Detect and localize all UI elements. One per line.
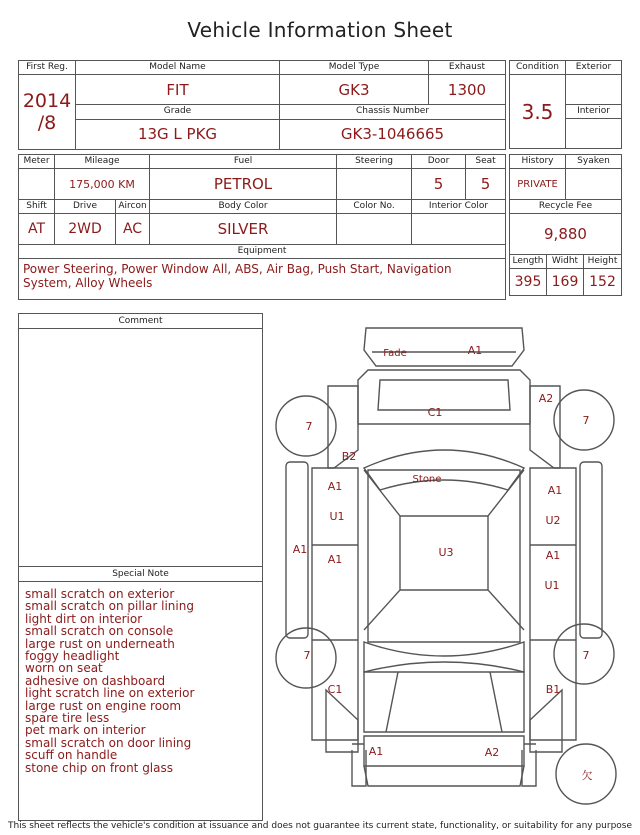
chassis-label: Chassis Number — [280, 105, 506, 119]
diagram-mark-a1-front-bumper: A1 — [368, 745, 384, 758]
model-name-value: FIT — [76, 75, 280, 105]
length-value: 395 — [510, 269, 547, 296]
height-label: Height — [584, 255, 622, 269]
interior-label: Interior — [566, 105, 622, 119]
history-table — [509, 154, 622, 200]
diagram-mark-a2-front-bumper: A2 — [484, 746, 500, 759]
first-reg-cell — [19, 75, 76, 150]
special-note-item: light dirt on interior — [25, 611, 143, 626]
steering-value — [337, 169, 412, 200]
recycle-fee-label: Recycle Fee — [510, 200, 622, 214]
diagram-mark-u3-roof: U3 — [438, 546, 454, 559]
comment-box — [18, 313, 263, 567]
seat-value: 5 — [466, 169, 506, 200]
mileage-value: 175,000 KM — [55, 169, 150, 200]
diagram-mark-c1-front-left: C1 — [327, 683, 343, 696]
first-reg-month: /8 — [37, 112, 57, 134]
width-label: Widht — [547, 255, 584, 269]
diagram-mark-a1-right-front-door: A1 — [545, 549, 561, 562]
door-label: Door — [412, 155, 466, 169]
model-type-label: Model Type — [280, 61, 429, 75]
special-note-item: adhesive on dashboard — [25, 673, 166, 688]
syaken-value — [566, 169, 622, 200]
special-note-item: large rust on underneath — [25, 636, 175, 651]
diagram-mark-a1-right-rear-door-top: A1 — [547, 484, 563, 497]
steering-label: Steering — [337, 155, 412, 169]
diagram-mark-b1-front-right: B1 — [545, 683, 561, 696]
aircon-label: Aircon — [116, 200, 150, 214]
diagram-mark-a1-left-sill: A1 — [292, 543, 308, 556]
condition-value: 3.5 — [510, 75, 566, 149]
exterior-label: Exterior — [566, 61, 622, 75]
comment-text — [19, 329, 262, 335]
syaken-label: Syaken — [566, 155, 622, 169]
diagram-mark-c1-trunk: C1 — [427, 406, 443, 419]
special-note-item: light scratch line on exterior — [25, 686, 195, 701]
diagram-mark-a1-left-rear-door-top: A1 — [327, 480, 343, 493]
page-title: Vehicle Information Sheet — [187, 18, 453, 42]
special-note-item: scuff on handle — [25, 748, 118, 763]
body-color-value: SILVER — [150, 214, 337, 245]
grade-value: 13G L PKG — [76, 119, 280, 149]
door-value: 5 — [412, 169, 466, 200]
drive-value: 2WD — [55, 214, 116, 245]
fuel-label: Fuel — [150, 155, 337, 169]
special-note-box — [18, 566, 263, 821]
diagram-mark-u1-right-front-door: U1 — [544, 579, 560, 592]
diagram-mark-tire-rr: 7 — [582, 414, 590, 427]
special-note-item: foggy headlight — [25, 649, 120, 664]
width-value: 169 — [547, 269, 584, 296]
height-value: 152 — [584, 269, 622, 296]
special-note-item: small scratch on console — [25, 624, 174, 639]
equipment-label: Equipment — [19, 245, 506, 259]
vehicle-spec-table — [18, 154, 506, 300]
diagram-mark-u1-left-rear-door: U1 — [329, 510, 345, 523]
diagram-mark-missing-mark: 欠 — [581, 769, 593, 782]
comment-label: Comment — [19, 314, 262, 329]
special-note-item: stone chip on front glass — [25, 760, 174, 775]
color-no-label: Color No. — [337, 200, 412, 214]
car-damage-diagram — [268, 320, 620, 812]
interior-value — [566, 119, 622, 149]
special-note-list — [19, 582, 262, 774]
exhaust-value: 1300 — [429, 75, 506, 105]
car-outline — [276, 328, 616, 804]
diagram-mark-tire-fl: 7 — [303, 649, 311, 662]
diagram-mark-fade: Fade — [383, 348, 407, 359]
diagram-mark-a1-left-front-door: A1 — [327, 553, 343, 566]
grade-label: Grade — [76, 105, 280, 119]
exhaust-label: Exhaust — [429, 61, 506, 75]
model-type-value: GK3 — [280, 75, 429, 105]
diagram-mark-b2-left-quarter: B2 — [341, 450, 357, 463]
disclaimer-footer: This sheet reflects the vehicle's condition at issuance and does not guarantee its current state, functionality, or suitability for any purpose — [7, 821, 633, 831]
special-note-item: small scratch on door lining — [25, 735, 192, 750]
special-note-label: Special Note — [19, 567, 262, 582]
special-note-item: small scratch on exterior — [25, 587, 175, 601]
first-reg-label: First Reg. — [19, 61, 76, 75]
aircon-value: AC — [116, 214, 150, 245]
recycle-fee-value: 9,880 — [510, 214, 622, 255]
diagram-mark-a2-rear-right: A2 — [538, 392, 554, 405]
first-reg-year: 2014 — [22, 90, 72, 112]
special-note-item: spare tire less — [25, 711, 110, 726]
model-name-label: Model Name — [76, 61, 280, 75]
color-no-value — [337, 214, 412, 245]
condition-table — [509, 60, 622, 149]
recycle-table — [509, 199, 622, 296]
shift-label: Shift — [19, 200, 55, 214]
diagram-mark-tire-rl: 7 — [305, 420, 313, 433]
diagram-mark-u2-right-rear-door: U2 — [545, 514, 561, 527]
diagram-mark-stone: Stone — [412, 474, 442, 485]
special-note-item: large rust on engine room — [25, 698, 182, 713]
mileage-label: Mileage — [55, 155, 150, 169]
history-value: PRIVATE — [510, 169, 566, 200]
meter-label: Meter — [19, 155, 55, 169]
length-label: Length — [510, 255, 547, 269]
special-note-item: small scratch on pillar lining — [25, 599, 194, 614]
body-color-label: Body Color — [150, 200, 337, 214]
vehicle-info-table — [18, 60, 506, 150]
meter-value — [19, 169, 55, 200]
diagram-mark-a1-rear-bumper: A1 — [467, 344, 483, 357]
chassis-value: GK3-1046665 — [280, 119, 506, 149]
exterior-value — [566, 75, 622, 105]
special-note-item: pet mark on interior — [25, 723, 146, 738]
shift-value: AT — [19, 214, 55, 245]
drive-label: Drive — [55, 200, 116, 214]
interior-color-value — [412, 214, 506, 245]
interior-color-label: Interior Color — [412, 200, 506, 214]
special-note-item: worn on seat — [25, 661, 103, 676]
history-label: History — [510, 155, 566, 169]
fuel-value: PETROL — [150, 169, 337, 200]
diagram-mark-tire-fr: 7 — [582, 649, 590, 662]
seat-label: Seat — [466, 155, 506, 169]
condition-label: Condition — [510, 61, 566, 75]
equipment-value: Power Steering, Power Window All, ABS, Air Bag, Push Start, Navigation System, Alloy Wheels — [19, 259, 506, 300]
